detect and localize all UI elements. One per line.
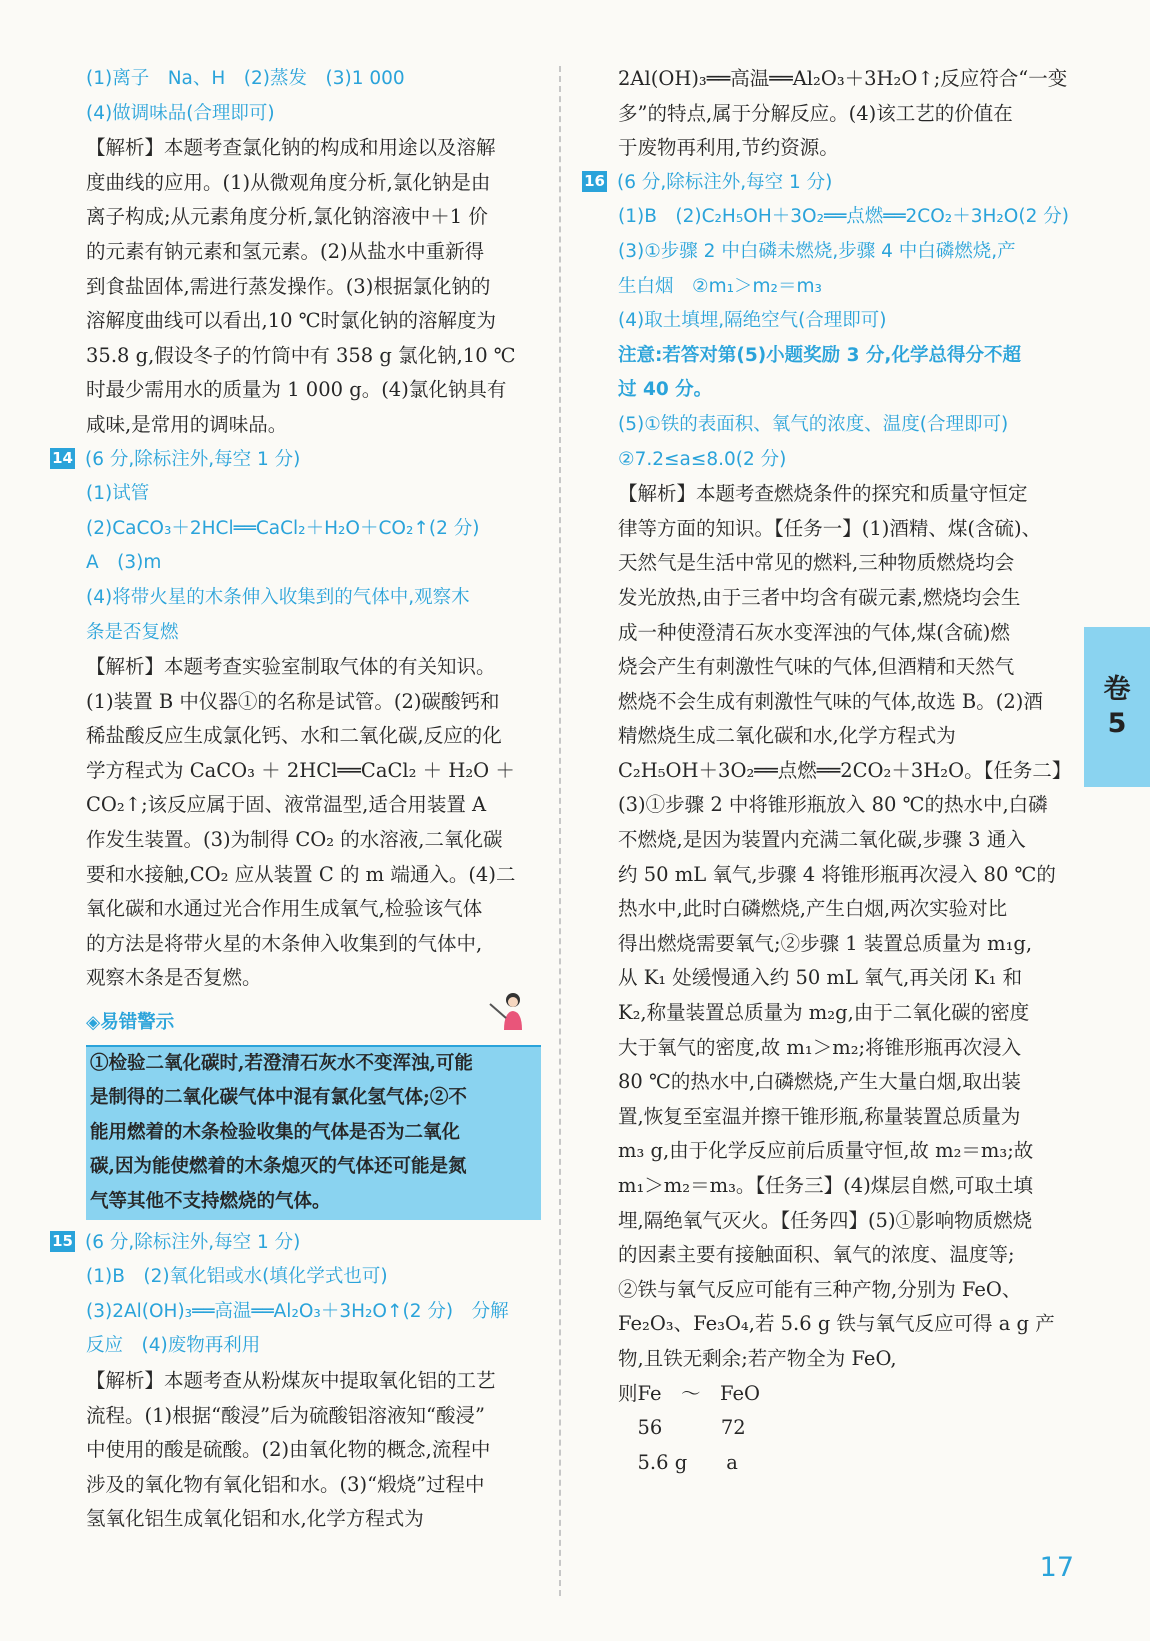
- calc-line: 56 72: [618, 1416, 746, 1440]
- calc-line: 5.6 g a: [618, 1450, 738, 1474]
- answer-line: (1)离子 Na、H (2)蒸发 (3)1 000: [86, 68, 405, 89]
- analysis-line: 【解析】本题考查燃烧条件的探究和质量守恒定: [618, 482, 1028, 506]
- warning-line: 能用燃着的木条检验收集的气体是否为二氧化: [90, 1121, 461, 1143]
- analysis-line: 律等方面的知识。【任务一】(1)酒精、煤(含硫)、: [618, 516, 1042, 540]
- analysis-line: 于废物再利用,节约资源。: [618, 136, 839, 160]
- q14-header: 14 (6 分,除标注外,每空 1 分): [86, 443, 541, 478]
- page-number: 17: [1039, 1552, 1074, 1583]
- analysis-line: 【解析】本题考查氯化钠的构成和用途以及溶解: [86, 136, 496, 160]
- analysis-line: Fe₂O₃、Fe₃O₄,若 5.6 g 铁与氧气反应可得 a g 产: [618, 1312, 1055, 1336]
- analysis-line: (1)装置 B 中仪器①的名称是试管。(2)碳酸钙和: [86, 689, 500, 713]
- analysis-line: 到食盐固体,需进行蒸发操作。(3)根据氯化钠的: [86, 274, 491, 298]
- analysis-line: 的元素有钠元素和氢元素。(2)从盐水中重新得: [86, 239, 485, 263]
- analysis-line: 学方程式为 CaCO₃ ＋ 2HCl══CaCl₂ ＋ H₂O ＋: [86, 758, 515, 782]
- analysis-line: 溶解度曲线可以看出,10 ℃时氯化钠的溶解度为: [86, 309, 497, 333]
- right-column: [584, 62, 1073, 1480]
- warning-section: [86, 1006, 541, 1220]
- analysis-line: 天然气是生活中常见的燃料,三种物质燃烧均会: [618, 551, 1015, 575]
- analysis-line: 时最少需用水的质量为 1 000 g。(4)氯化钠具有: [86, 378, 507, 402]
- q15-answers: [86, 1260, 541, 1364]
- calculation-block: [618, 1377, 1073, 1481]
- q16-header: 16 (6 分,除标注外,每空 1 分): [618, 166, 1073, 201]
- analysis-line: 稀盐酸反应生成氯化钙、水和二氧化碳,反应的化: [86, 724, 502, 748]
- q15-header: 15 (6 分,除标注外,每空 1 分): [86, 1226, 541, 1261]
- answer-line: 反应 (4)废物再利用: [86, 1335, 261, 1357]
- answer-line: A (3)m: [86, 552, 162, 574]
- q15-analysis-continued: [618, 62, 1073, 166]
- q16-answers: [618, 200, 1073, 338]
- analysis-line: 【解析】本题考查从粉煤灰中提取氧化铝的工艺: [86, 1368, 496, 1392]
- column-divider: [559, 66, 561, 1596]
- q16-answers-continued: [618, 408, 1073, 477]
- analysis-line: 【解析】本题考查实验室制取气体的有关知识。: [86, 655, 496, 679]
- answer-line: (1)试管: [86, 483, 150, 505]
- warning-line: ①检验二氧化碳时,若澄清石灰水不变浑浊,可能: [90, 1052, 473, 1074]
- analysis-line: 35.8 g,假设冬子的竹筒中有 358 g 氯化钠,10 ℃: [86, 343, 516, 367]
- warning-box: [86, 1045, 541, 1220]
- q16-note: [618, 339, 1073, 408]
- answer-line: (4)做调味品(合理即可): [86, 102, 275, 124]
- q14-analysis: [86, 650, 541, 996]
- q15-analysis: [86, 1364, 541, 1537]
- answer-line: (2)CaCO₃＋2HCl══CaCl₂＋H₂O＋CO₂↑(2 分): [86, 517, 480, 539]
- left-column: [52, 62, 541, 1537]
- q16-number: 16: [582, 171, 607, 192]
- analysis-line: 置,恢复至室温并擦干锥形瓶,称量装置总质量为: [618, 1104, 1021, 1128]
- analysis-line: 多”的特点,属于分解反应。(4)该工艺的价值在: [618, 101, 1013, 125]
- q14-number: 14: [50, 448, 75, 469]
- analysis-line: 得出燃烧需要氧气;②步骤 1 装置总质量为 m₁g,: [618, 931, 1033, 955]
- q13-answers: [86, 62, 541, 131]
- analysis-line: CO₂↑;该反应属于固、液常温型,适合用装置 A: [86, 793, 487, 817]
- analysis-line: (3)①步骤 2 中将锥形瓶放入 80 ℃的热水中,白磷: [618, 793, 1048, 817]
- answer-line: 生白烟 ②m₁＞m₂＝m₃: [618, 275, 822, 297]
- volume-tab: [1084, 627, 1150, 787]
- note-line: 过 40 分。: [618, 379, 713, 401]
- analysis-line: 不燃烧,是因为装置内充满二氧化碳,步骤 3 通入: [618, 828, 1026, 852]
- q14-answers: [86, 477, 541, 650]
- analysis-line: 发光放热,由于三者中均含有碳元素,燃烧均会生: [618, 585, 1021, 609]
- analysis-line: 作发生装置。(3)为制得 CO₂ 的水溶液,二氧化碳: [86, 828, 503, 852]
- analysis-line: 埋,隔绝氧气灭火。【任务四】(5)①影响物质燃烧: [618, 1208, 1033, 1232]
- analysis-line: 热水中,此时白磷燃烧,产生白烟,两次实验对比: [618, 897, 1008, 921]
- analysis-line: 要和水接触,CO₂ 应从装置 C 的 m 端通入。(4)二: [86, 862, 516, 886]
- analysis-line: 涉及的氧化物有氧化铝和水。(3)“煅烧”过程中: [86, 1472, 485, 1496]
- analysis-line: 的方法是将带火星的木条伸入收集到的气体中,: [86, 931, 483, 955]
- warning-line: 碳,因为能使燃着的木条熄灭的气体还可能是氮: [90, 1156, 467, 1178]
- answer-line: (3)2Al(OH)₃══高温══Al₂O₃＋3H₂O↑(2 分) 分解: [86, 1300, 509, 1322]
- answer-line: (4)取土填埋,隔绝空气(合理即可): [618, 310, 887, 332]
- warning-line: 是制得的二氧化碳气体中混有氯化氢气体;②不: [90, 1087, 467, 1109]
- calc-line: 则Fe ～ FeO: [618, 1381, 760, 1405]
- analysis-line: 物,且铁无剩余;若产物全为 FeO,: [618, 1346, 897, 1370]
- analysis-line: 度曲线的应用。(1)从微观角度分析,氯化钠是由: [86, 170, 491, 194]
- warning-title: ◈易错警示: [86, 1012, 175, 1034]
- answer-line: (5)①铁的表面积、氧气的浓度、温度(合理即可): [618, 413, 1009, 435]
- analysis-line: m₁＞m₂＝m₃。【任务三】(4)煤层自燃,可取土填: [618, 1174, 1033, 1197]
- analysis-line: 氢氧化铝生成氧化铝和水,化学方程式为: [86, 1507, 424, 1531]
- analysis-line: 中使用的酸是硫酸。(2)由氧化物的概念,流程中: [86, 1438, 491, 1462]
- analysis-line: m₃ g,由于化学反应前后质量守恒,故 m₂＝m₃;故: [618, 1139, 1034, 1163]
- volume-tab-label: 卷: [1103, 674, 1131, 705]
- answer-line: (1)B (2)氧化铝或水(填化学式也可): [86, 1266, 388, 1288]
- analysis-line: 氧化碳和水通过光合作用生成氧气,检验该气体: [86, 897, 483, 921]
- answer-line: (3)①步骤 2 中白磷未燃烧,步骤 4 中白磷燃烧,产: [618, 240, 1016, 262]
- volume-tab-number: 5: [1107, 708, 1127, 739]
- analysis-line: 烧会产生有刺激性气味的气体,但酒精和天然气: [618, 655, 1015, 679]
- analysis-line: 燃烧不会生成有刺激性气味的气体,故选 B。(2)酒: [618, 689, 1043, 713]
- teacher-icon: [486, 990, 528, 1030]
- analysis-line: 2Al(OH)₃══高温══Al₂O₃＋3H₂O↑;反应符合“一变: [618, 67, 1068, 90]
- analysis-line: 流程。(1)根据“酸浸”后为硫酸铝溶液知“酸浸”: [86, 1403, 485, 1427]
- analysis-line: 80 ℃的热水中,白磷燃烧,产生大量白烟,取出装: [618, 1070, 1021, 1094]
- note-line: 注意:若答对第(5)小题奖励 3 分,化学总得分不超: [618, 344, 1021, 366]
- q15-number: 15: [50, 1231, 75, 1252]
- answer-line: (4)将带火星的木条伸入收集到的气体中,观察木: [86, 586, 470, 608]
- analysis-line: 的因素主要有接触面积、氧气的浓度、温度等;: [618, 1243, 1015, 1267]
- warning-line: 气等其他不支持燃烧的气体。: [90, 1191, 331, 1212]
- analysis-line: 咸味,是常用的调味品。: [86, 412, 288, 436]
- analysis-line: C₂H₅OH＋3O₂══点燃══2CO₂＋3H₂O。【任务二】: [618, 758, 1072, 782]
- analysis-line: 约 50 mL 氧气,步骤 4 将锥形瓶再次浸入 80 ℃的: [618, 862, 1056, 886]
- analysis-line: 成一种使澄清石灰水变浑浊的气体,煤(含硫)燃: [618, 620, 1010, 644]
- q16-analysis: [618, 477, 1073, 1376]
- analysis-line: 观察木条是否复燃。: [86, 966, 262, 990]
- analysis-line: 从 K₁ 处缓慢通入约 50 mL 氧气,再关闭 K₁ 和: [618, 966, 1023, 990]
- analysis-line: ②铁与氧气反应可能有三种产物,分别为 FeO、: [618, 1277, 1022, 1301]
- analysis-line: 大于氧气的密度,故 m₁＞m₂;将锥形瓶再次浸入: [618, 1035, 1022, 1059]
- q13-analysis: [86, 131, 541, 442]
- analysis-line: K₂,称量装置总质量为 m₂g,由于二氧化碳的密度: [618, 1001, 1030, 1025]
- analysis-line: 离子构成;从元素角度分析,氯化钠溶液中＋1 价: [86, 205, 488, 229]
- answer-line: (1)B (2)C₂H₅OH＋3O₂══点燃══2CO₂＋3H₂O(2 分): [618, 206, 1069, 228]
- analysis-line: 精燃烧生成二氧化碳和水,化学方程式为: [618, 724, 956, 748]
- answer-line: 条是否复燃: [86, 621, 179, 643]
- answer-line: ②7.2≤a≤8.0(2 分): [618, 448, 787, 470]
